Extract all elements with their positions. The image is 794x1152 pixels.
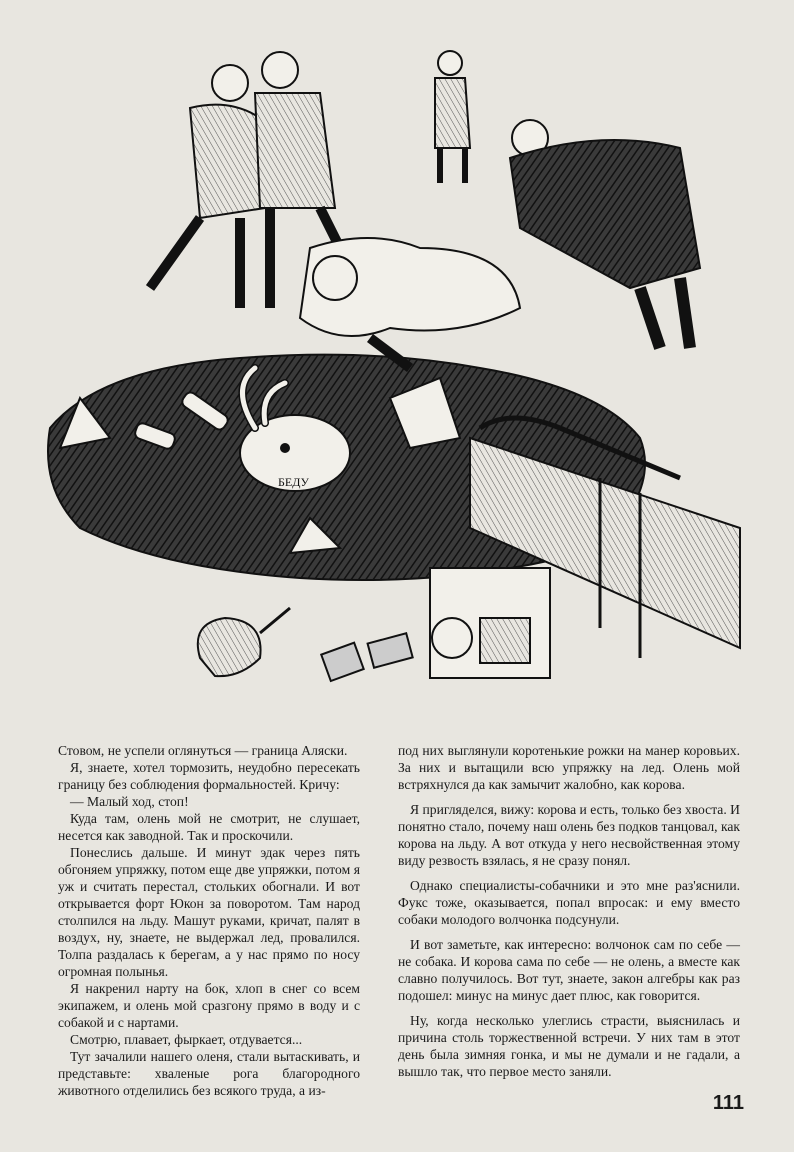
right-text-column (398, 742, 740, 1080)
left-text-column (58, 742, 360, 1099)
paragraph: Однако специалисты-собачники и это мне раз'яснили. Фукс тоже, оказывается, попал впросак: и ему вместо собаки молодого волчонка подсунули. (398, 878, 740, 927)
paragraph: под них выглянули коротенькие рожки на манер коровьих. За них и вытащили всю упряжку на лед. Олень мой встряхнулся да как замычит жалобно, как корова. (398, 743, 740, 792)
paragraph: Я, знаете, хотел тормозить, неудобно пересекать границу без соблюдения формальностей. Кричу: (58, 760, 360, 792)
paragraph: Я пригляделся, вижу: корова и есть, только без хвоста. И понятно стало, почему наш олень без подков танцовал, как корова на льду. А вот откуда у него несвойственная этому виду резвость взялась, я не сразу понял. (398, 802, 740, 868)
collar-tag: БЕДУ (278, 475, 310, 489)
paragraph: Ну, когда несколько улеглись страсти, выяснилась и причина столь торжественной встречи. У них там в этот день была зимняя гонка, и мы не думали и не гадали, а вышло так, что первое место заняли. (398, 1013, 740, 1079)
paragraph: Стовом, не успели оглянуться — граница Аляски. (58, 743, 348, 758)
paragraph: И вот заметьте, как интересно: волчонок сам по себе — не собака. И корова сама по себе — не олень, а вместе как славно получилось. Вот тут, знаете, закон алгебры как раз подошел: минус на минус дает плюс, как говорится. (398, 937, 740, 1003)
paragraph: Тут зачалили нашего оленя, стали вытаскивать, и представьте: хваленые рога благородного животного отделились без всякого труда, а из- (58, 1049, 360, 1098)
sketch-icon (40, 8, 760, 720)
paragraph: — Малый ход, стоп! (70, 794, 189, 809)
page-number: 111 (712, 1092, 744, 1114)
ice-hole-illustration (40, 8, 760, 720)
paragraph: Куда там, олень мой не смотрит, не слушает, несется как заводной. Так и проскочили. (58, 811, 360, 843)
paragraph: Смотрю, плавает, фыркает, отдувается... (70, 1032, 303, 1047)
paragraph: Понеслись дальше. И минут эдак через пять обгоняем упряжку, потом еще две упряжки, потом я уж и считать перестал, стольких обогнали. И вот открывается форт Юкон за поворотом. Там народ столпился на льду. Машут руками, кричат, палят в воздух, ну, знаете, не выдержал лед, провалился. Толпа раздалась к берегам, а у нас прямо по носу огромная полынья. (58, 845, 360, 979)
paragraph: Я накренил нарту на бок, хлоп в снег со всем экипажем, и олень мой сразгону прямо в воду и с собакой и с нартами. (58, 981, 360, 1030)
